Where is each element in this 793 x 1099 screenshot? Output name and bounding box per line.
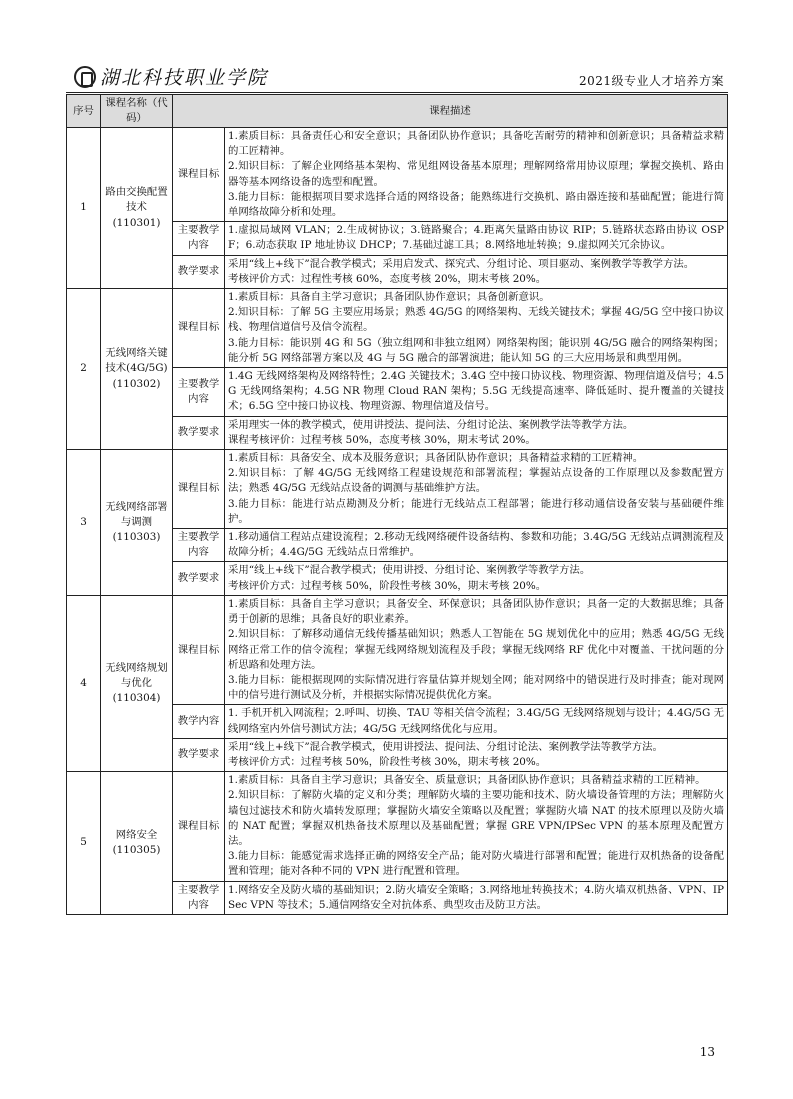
page-header bbox=[66, 66, 728, 93]
course-name: 网络安全(110305) bbox=[101, 772, 173, 915]
course-seq: 3 bbox=[67, 450, 101, 596]
table-row bbox=[67, 595, 728, 704]
section-content bbox=[225, 416, 728, 449]
section-label: 教学内容 bbox=[173, 705, 225, 738]
page-number: 13 bbox=[699, 1045, 715, 1059]
section-content bbox=[225, 738, 728, 771]
section-content bbox=[225, 128, 728, 222]
table-row bbox=[67, 128, 728, 222]
description-line: 2.知识目标：了解移动通信无线传播基础知识；熟悉人工智能在 5G 规划优化中的应用；熟悉 4G/5G 无线网络正常工作的信令流程；掌握无线网络规划流程及手段；掌握无线网络 RF 优化中对覆盖、干扰问题的分析思路和处理方法。 bbox=[228, 628, 724, 671]
section-label: 教学要求 bbox=[173, 562, 225, 595]
course-name: 无线网络部署与调测(110303) bbox=[101, 450, 173, 596]
description-line: 考核评价方式：过程考核 50%，阶段性考核 30%，期末考核 20%。 bbox=[228, 579, 547, 592]
section-label: 课程目标 bbox=[173, 772, 225, 881]
course-seq: 5 bbox=[67, 772, 101, 915]
section-content bbox=[225, 881, 728, 914]
description-line: 课程考核评价：过程考核 50%，态度考核 30%，期末考试 20%。 bbox=[228, 433, 536, 446]
section-content bbox=[225, 562, 728, 595]
school-logo bbox=[74, 66, 96, 88]
section-label: 主要教学内容 bbox=[173, 881, 225, 914]
table-header-row bbox=[67, 95, 728, 128]
course-name: 无线网络规划与优化(110304) bbox=[101, 595, 173, 771]
section-content bbox=[225, 595, 728, 704]
description-line: 2.知识目标：了解企业网络基本架构、常见组网设备基本原理；理解网络常用协议原理；掌握交换机、路由器等基本网络设备的选型和配置。 bbox=[228, 160, 724, 188]
section-content bbox=[225, 450, 728, 529]
section-label: 主要教学内容 bbox=[173, 368, 225, 417]
section-content bbox=[225, 772, 728, 881]
section-label: 主要教学内容 bbox=[173, 529, 225, 562]
header-seq: 序号 bbox=[67, 95, 101, 128]
description-line: 3.能力目标：能感觉需求选择正确的网络安全产品；能对防火墙进行部署和配置；能进行双机热备的设备配置和管理；能对各种不同的 VPN 进行配置和管理。 bbox=[228, 850, 724, 878]
description-line: 1.移动通信工程站点建设流程；2.移动无线网络硬件设备结构、参数和功能；3.4G/5G 无线站点调测流程及故障分析；4.4G/5G 无线站点日常维护。 bbox=[228, 531, 724, 559]
table-row bbox=[67, 450, 728, 529]
header-course: 课程名称（代码） bbox=[101, 95, 173, 128]
course-table bbox=[66, 94, 728, 915]
description-line: 采用理实一体的教学模式，使用讲授法、提问法、分组讨论法、案例教学法等教学方法。 bbox=[228, 418, 634, 431]
course-seq: 4 bbox=[67, 595, 101, 771]
description-line: 采用“线上+线下”混合教学模式，使用讲授法、提问法、分组讨论法、案例教学法等教学方法。 bbox=[228, 740, 663, 753]
course-seq: 1 bbox=[67, 128, 101, 289]
description-line: 1.素质目标：具备责任心和安全意识；具备团队协作意识；具备吃苦耐劳的精神和创新意识；具备精益求精的工匠精神。 bbox=[228, 130, 724, 158]
section-label: 课程目标 bbox=[173, 450, 225, 529]
section-content bbox=[225, 368, 728, 417]
description-line: 采用“线上+线下”混合教学模式；使用讲授、分组讨论、案例教学等教学方法。 bbox=[228, 564, 591, 577]
description-line: 考核评价方式：过程性考核 60%，态度考核 20%，期末考核 20%。 bbox=[228, 272, 547, 285]
section-content bbox=[225, 255, 728, 288]
description-line: 3.能力目标：能进行站点勘测及分析；能进行无线站点工程部署；能进行移动通信设备安装与基础硬件维护。 bbox=[228, 497, 724, 525]
description-line: 1.素质目标：具备自主学习意识；具备安全、质量意识；具备团队协作意识；具备精益求精的工匠精神。 bbox=[228, 774, 706, 787]
description-line: 3.能力目标：能识别 4G 和 5G（独立组网和非独立组网）网络架构图；能识别 4G/5G 融合的网络架构图；能分析 5G 网络部署方案以及 4G 与 5G 融合的部署演进；能认知 5G 的三大应用场景和典型用例。 bbox=[228, 336, 724, 364]
description-line: 1.素质目标：具备安全、成本及服务意识；具备团队协作意识；具备精益求精的工匠精神。 bbox=[228, 452, 644, 465]
description-line: 3.能力目标：能根据现网的实际情况进行容量估算并规划全网；能对网络中的错误进行及时排查；能对现网中的信号进行测试及分析，并根据实际情况提供优化方案。 bbox=[228, 673, 724, 702]
description-line: 1. 手机开机入网流程；2.呼叫、切换、TAU 等相关信令流程；3.4G/5G 无线网络规划与设计；4.4G/5G 无线网络室内外信号测试方法；4G/5G 无线网络优化与应用。 bbox=[228, 707, 724, 735]
table-row bbox=[67, 772, 728, 881]
description-line: 2.知识目标：了解防火墙的定义和分类；理解防火墙的主要功能和技术、防火墙设备管理的方法；理解防火墙包过滤技术和防火墙转发原理；掌握防火墙安全策略以及配置；掌握防火墙 NAT 的技术原理以及防火墙的 NAT 配置；掌握双机热备技术原理以及基础配置；掌握 GRE VPN/IPSec VPN 的基本原理及配置方法。 bbox=[228, 789, 724, 847]
section-content bbox=[225, 289, 728, 368]
section-label: 课程目标 bbox=[173, 128, 225, 222]
section-label: 教学要求 bbox=[173, 255, 225, 288]
plan-title: 2021级专业人才培养方案 bbox=[578, 74, 724, 88]
course-seq: 2 bbox=[67, 289, 101, 450]
section-label: 课程目标 bbox=[173, 289, 225, 368]
section-content bbox=[225, 529, 728, 562]
section-label: 主要教学内容 bbox=[173, 222, 225, 255]
section-content bbox=[225, 705, 728, 738]
header-desc: 课程描述 bbox=[173, 95, 728, 128]
course-name: 路由交换配置技术(110301) bbox=[101, 128, 173, 289]
description-line: 考核评价方式：过程考核 50%，阶段性考核 30%，期末考核 20%。 bbox=[228, 755, 547, 768]
course-name: 无线网络关键技术(4G/5G)(110302) bbox=[101, 289, 173, 450]
description-line: 1.虚拟局域网 VLAN；2.生成树协议；3.链路聚合；4.距离矢量路由协议 RIP；5.链路状态路由协议 OSPF；6.动态获取 IP 地址协议 DHCP；7.基础过滤工具；8.网络地址转换；9.虚拟网关冗余协议。 bbox=[228, 224, 724, 252]
description-line: 1.4G 无线网络架构及网络特性；2.4G 关键技术；3.4G 空中接口协议栈、物理资源、物理信道及信号；4.5G 无线网络架构；4.5G NR 物理 Cloud RAN 架构；5.5G 无线提高速率、降低延时、提升覆盖的关键技术；6.5G 空中接口协议栈、物理资源、物理信道及信号。 bbox=[228, 370, 724, 413]
description-line: 3.能力目标：能根据项目要求选择合适的网络设备；能熟练进行交换机、路由器连接和基础配置；能进行简单网络故障分析和处理。 bbox=[228, 190, 724, 219]
section-label: 课程目标 bbox=[173, 595, 225, 704]
table-body bbox=[67, 128, 728, 915]
description-line: 采用“线上+线下”混合教学模式；采用启发式、探究式、分组讨论、项目驱动、案例教学等教学方法。 bbox=[228, 257, 695, 270]
description-line: 1.网络安全及防火墙的基础知识；2.防火墙安全策略；3.网络地址转换技术；4.防火墙双机热备、VPN、IPSec VPN 等技术；5.通信网络安全对抗体系、典型攻击及防卫方法。 bbox=[228, 883, 724, 911]
section-label: 教学要求 bbox=[173, 416, 225, 449]
description-line: 2.知识目标：了解 5G 主要应用场景；熟悉 4G/5G 的网络架构、无线关键技术；掌握 4G/5G 空中接口协议栈、物理信道信号及信令流程。 bbox=[228, 306, 724, 334]
description-line: 1.素质目标：具备自主学习意识；具备团队协作意识；具备创新意识。 bbox=[228, 291, 550, 304]
section-label: 教学要求 bbox=[173, 738, 225, 771]
description-line: 2.知识目标：了解 4G/5G 无线网络工程建设规范和部署流程；掌握站点设备的工作原理以及参数配置方法；熟悉 4G/5G 无线站点设备的调测与基础维护方法。 bbox=[228, 467, 724, 495]
school-name: 湖北科技职业学院 bbox=[100, 67, 269, 89]
description-line: 1.素质目标：具备自主学习意识；具备安全、环保意识；具备团队协作意识；具备一定的大数据思维；具备勇于创新的思维；具备良好的职业素养。 bbox=[228, 597, 724, 626]
table-row bbox=[67, 289, 728, 368]
section-content bbox=[225, 222, 728, 255]
